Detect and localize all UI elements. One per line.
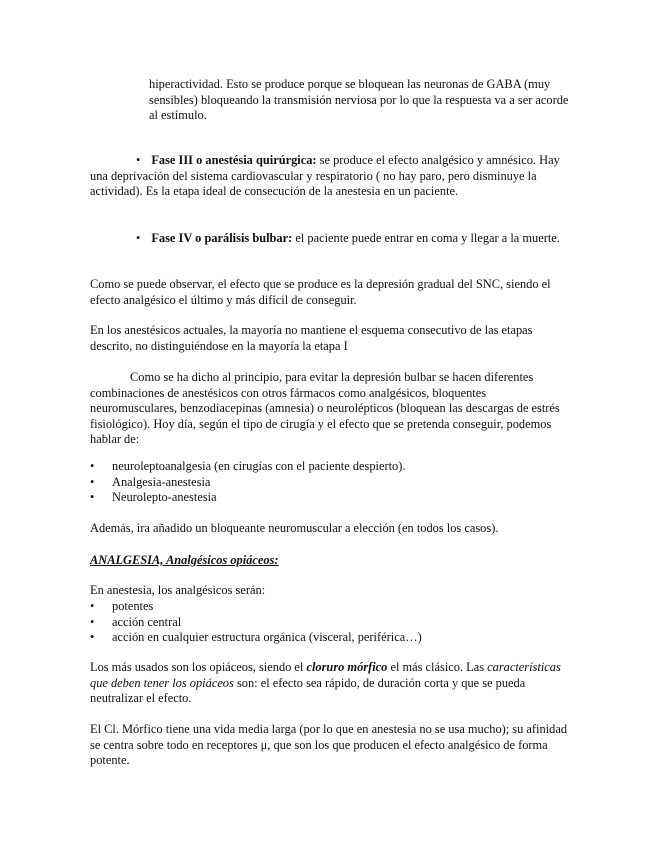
paragraph-hiperactividad: hiperactividad. Esto se produce porque se bloquean las neuronas de GABA (muy sensibles) bloqueando la transmisión nerviosa por lo que la respuesta va a ser acorde al estímulo.	[149, 77, 569, 123]
combinaciones-text: Como se ha dicho al principio, para evitar la depresión bulbar se hacen diferentes combinaciones de anestésicos con otros fármacos como analgésicos, bloquentes neuromusculares, benzodiacepinas (amnesia) o neurolépticos (bloquean las descargas de estrés fisiológico). Hoy día, según el tipo de cirugía y el efecto que se pretenda conseguir, podemos hablar de:	[90, 370, 560, 447]
fase-iv-label: Fase IV o parálisis bulbar:	[151, 231, 293, 245]
list-item: • acción central	[90, 615, 570, 631]
opiaceos-text-c: el más clásico. Las	[387, 660, 488, 674]
list-item: • Analgesia-anestesia	[90, 475, 570, 491]
paragraph-opiaceos	[90, 660, 570, 707]
paragraph-analgesicos-seran: En anestesia, los analgésicos serán:	[90, 583, 266, 597]
paragraph-combinaciones	[90, 370, 570, 448]
list-item: • potentes	[90, 599, 570, 615]
list-item: • acción en cualquier estructura orgánica (visceral, periférica…)	[90, 630, 570, 646]
list-tipos-anestesia	[90, 459, 570, 506]
bullet-fase-iv: •	[136, 231, 141, 245]
opiaceos-text-e: son: el efecto sea rápido, de duración corta y que se pueda neutralizar el efecto.	[90, 675, 526, 706]
list-analgesicos	[90, 599, 570, 646]
caracteristicas-term: características que deben tener los opiáceos	[90, 660, 561, 690]
fase-iv-text: el paciente puede entrar en coma y llegar a la muerte.	[292, 231, 560, 245]
fase-iii-text: se produce el efecto analgésico y amnésico. Hay una deprivación del sistema cardiovascular y respiratorio ( no hay paro, pero disminuye la actividad). Es la etapa ideal de consecución de la anestesia en un paciente.	[90, 153, 560, 199]
paragraph-bloqueante: Además, ira añadido un bloqueante neuromuscular a elección (en todos los casos).	[90, 521, 499, 535]
paragraph-depresion-snc: Como se puede observar, el efecto que se produce es la depresión gradual del SNC, siendo el efecto analgésico el último y más difícil de conseguir.	[90, 277, 551, 307]
section-heading: ANALGESIA, Analgésicos opiáceos:	[90, 553, 279, 567]
fase-iii-label: Fase III o anestésia quirúrgica:	[151, 153, 317, 167]
paragraph-fase-iii	[90, 153, 570, 200]
list-item: • neuroleptoanalgesia (en cirugías con el paciente despierto).	[90, 459, 570, 475]
list-item: • Neurolepto-anestesia	[90, 490, 570, 506]
opiaceos-text-a: Los más usados son los opiáceos, siendo el	[90, 660, 307, 674]
paragraph-cl-morfico: El Cl. Mórfico tiene una vida media larga (por lo que en anestesia no se usa mucho); su afinidad se centra sobre todo en receptores μ, que son los que producen el efecto analgésico de forma potente.	[90, 722, 568, 768]
bullet-fase-iii: •	[136, 153, 141, 167]
paragraph-anestesicos-actuales: En los anestésicos actuales, la mayoría no mantiene el esquema consecutivo de las etapas descrito, no distinguiéndose en la mayoría la etapa I	[90, 323, 533, 353]
cloruro-morfico-term: cloruro mórfico	[306, 660, 388, 674]
paragraph-fase-iv	[90, 231, 570, 247]
